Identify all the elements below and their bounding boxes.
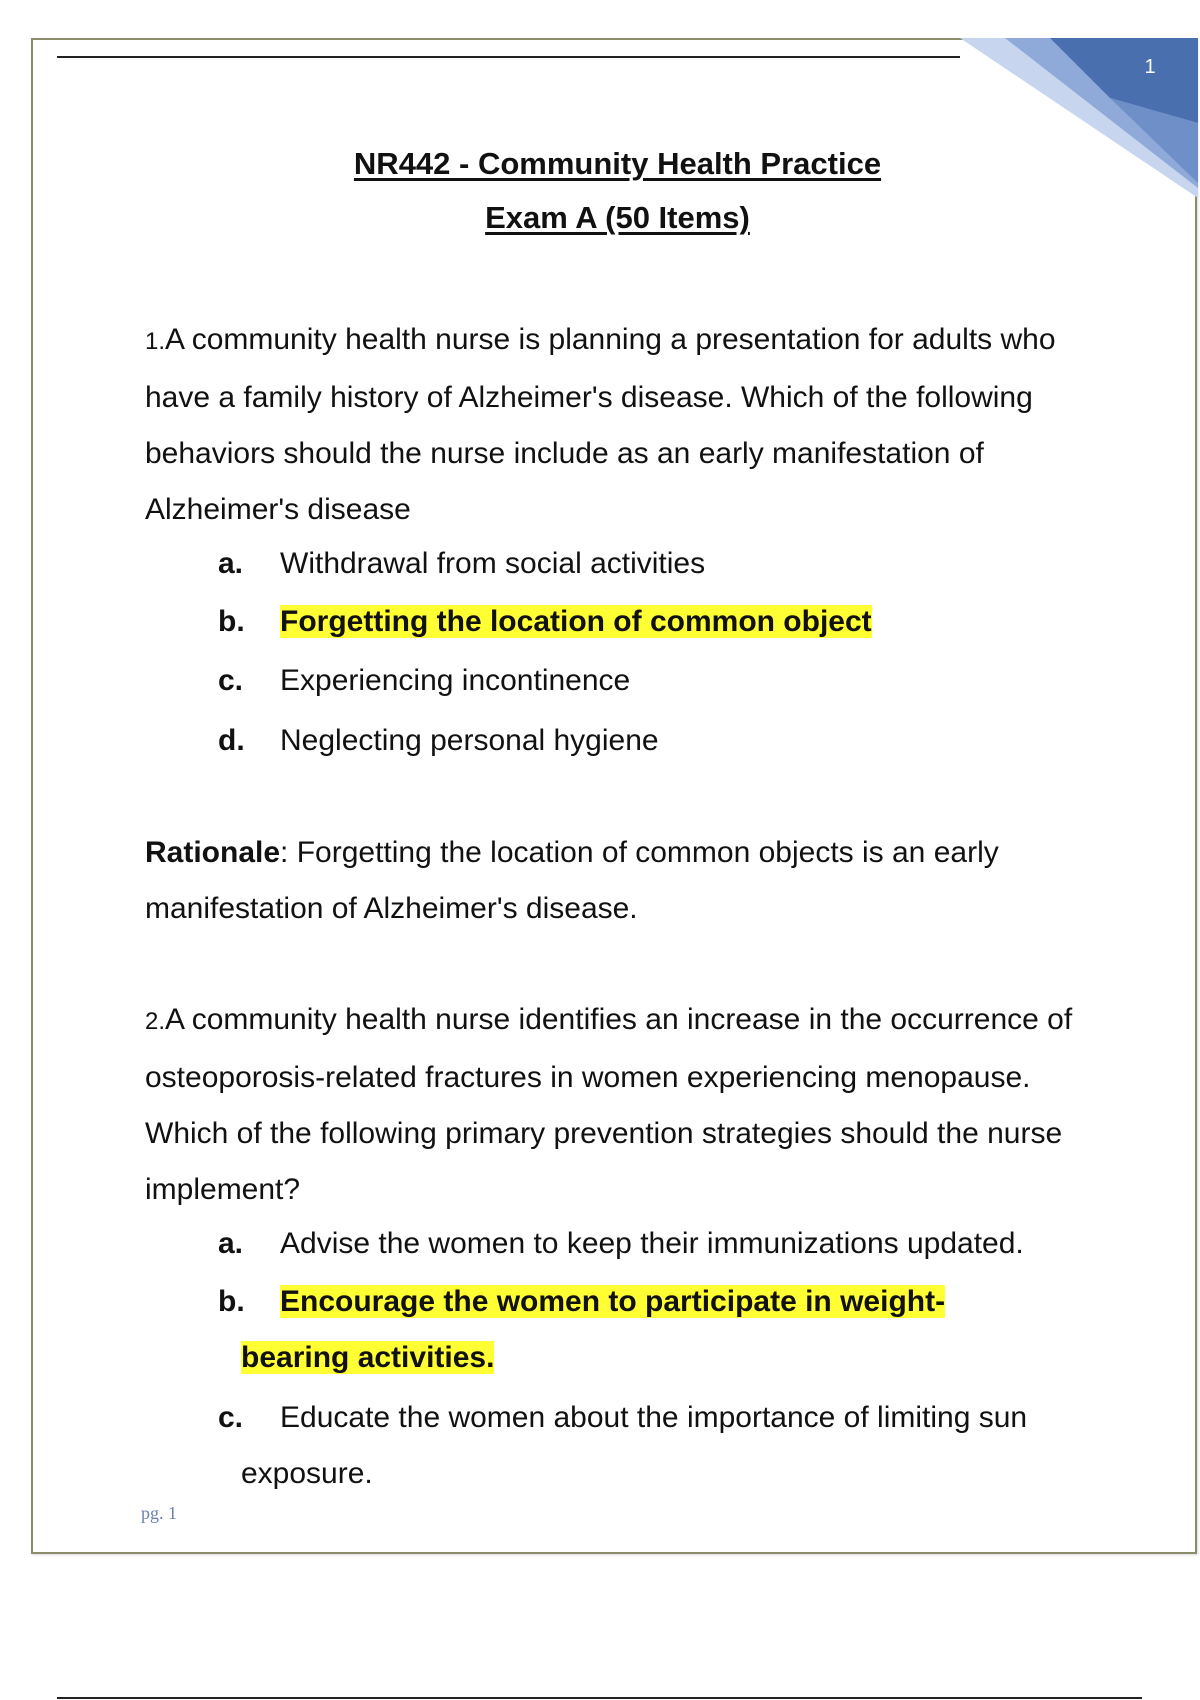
answer-highlight: Encourage the women to participate in weight- [280, 1285, 946, 1318]
exam-title: NR442 - Community Health Practice [353, 146, 882, 181]
question-1-stem: 1.A community health nurse is planning a presentation for adults who have a family history of Alzheimer's disease. Which of the following behaviors should the nurse include as an early manifestation of Alzheimer's disease [145, 323, 1056, 526]
question-2-stem: 2.A community health nurse identifies an increase in the occurrence of osteoporosis-related fractures in women experiencing menopause. Which of the following primary prevention strategies should the nurse implement? [145, 1003, 1073, 1206]
question-2-option-a: a. Advise the women to keep their immunizations updated. [218, 1227, 1024, 1260]
question-1-option-a: a. Withdrawal from social activities [218, 547, 706, 580]
question-2-option-c: c. Educate the women about the importance of limiting sun [218, 1401, 1028, 1434]
question-1-number: 1. [145, 328, 166, 355]
question-1-option-d: d. Neglecting personal hygiene [218, 724, 659, 757]
next-page-header-rule [57, 1697, 1142, 1699]
question-2-option-c-continued: exposure. [241, 1457, 373, 1490]
exam-subtitle: Exam A (50 Items) [485, 200, 750, 235]
question-1-rationale: Rationale: Forgetting the location of common objects is an early manifestation of Alzheimer's disease. [145, 836, 999, 925]
question-2-option-b: b. Encourage the women to participate in weight- [218, 1285, 946, 1318]
page-number: 1 [1144, 56, 1156, 78]
answer-highlight: Forgetting the location of common object [280, 605, 872, 638]
answer-highlight: bearing activities. [241, 1341, 495, 1374]
header-rule [57, 56, 960, 58]
question-1-option-b: b. Forgetting the location of common object [218, 605, 872, 638]
question-2-number: 2. [145, 1008, 166, 1035]
footer-page-label: pg. 1 [141, 1503, 177, 1523]
question-2-option-b-continued [241, 1330, 494, 1386]
question-1-option-c: c. Experiencing incontinence [218, 664, 631, 697]
